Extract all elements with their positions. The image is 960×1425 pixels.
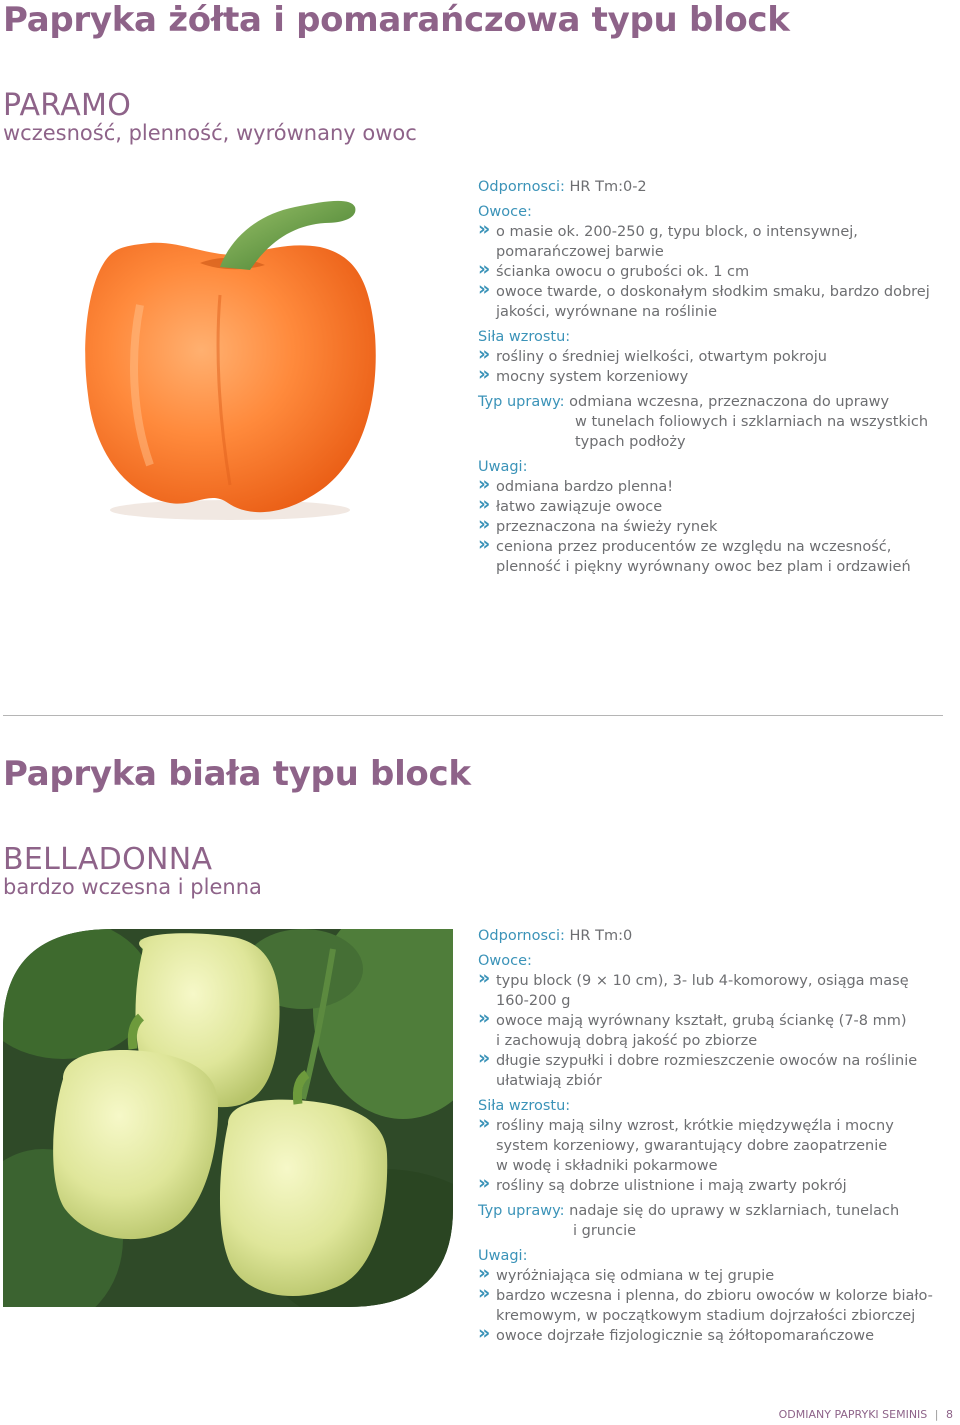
list-item: » odmiana bardzo plenna! [478, 477, 948, 497]
variety-tagline-belladonna: bardzo wczesna i plenna [3, 875, 262, 899]
list-item: » typu block (9 × 10 cm), 3- lub 4-komorowy, osiąga masę 160-200 g [478, 971, 948, 1011]
list-item: » długie szypułki i dobre rozmieszczenie owoców na roślinie ułatwiają zbiór [478, 1051, 948, 1091]
section-title-white: Papryka biała typu block [3, 754, 471, 794]
footer-text: ODMIANY PAPRYKI SEMINIS [778, 1408, 928, 1421]
resistance-label: Odpornosci: [478, 179, 565, 195]
list-item: » owoce dojrzałe fizjologicznie są żółtopomarańczowe [478, 1326, 948, 1346]
list-item: » rośliny są dobrze ulistnione i mają zwarty pokrój [478, 1176, 948, 1196]
list-item: » mocny system korzeniowy [478, 367, 948, 387]
list-item: » owoce mają wyrównany kształt, grubą ściankę (7-8 mm) i zachowują dobrą jakość po zbiorze [478, 1011, 948, 1051]
list-item: » przeznaczona na świeży rynek [478, 517, 948, 537]
fruit-label: Owoce: [478, 204, 532, 220]
page-number: 8 [946, 1408, 953, 1421]
list-item: » łatwo zawiązuje owoce [478, 497, 948, 517]
list-item: » rośliny mają silny wzrost, krótkie międzywęźla i mocny system korzeniowy, gwarantujący dobre zaopatrzenie w wodę i składniki pokarmowe [478, 1116, 948, 1176]
paramo-resistance [478, 177, 948, 197]
cultivation-label: Typ uprawy: [478, 1203, 565, 1219]
cultivation-type: Typ uprawy: nadaje się do uprawy w szklarniach, tunelach [478, 1203, 900, 1219]
notes-label: Uwagi: [478, 459, 528, 475]
belladonna-spec-block: Odpornosci: HR Tm:0 Owoce: » typu block (9 × 10 cm), 3- lub 4-komorowy, osiąga masę 160-200 g » owoce mają wyrównany kształt, grubą ściankę (7-8 mm) i zachowują dobrą jakość po zbiorze » długie szypułki i dobre rozmieszczenie owoców na roślinie ułatwiają zbiór Siła wzrostu: » rośliny mają silny wzrost, krótkie międzywęźla i mocny system korzeniowy, gwarantujący dobre zaopatrzenie w wodę i składniki pokarmowe » rośliny są dobrze ulistnione i mają zwarty pokrój Typ uprawy: nadaje się do uprawy w szklarniach, tunelach i gruncie Uwagi: » wyróżniająca się odmiana w tej grupie » bardzo wczesna i plenna, do zbioru owoców w kolorze biało- kremowym, w początkowym stadium dojrzałości zbiorczej » owoce dojrzałe fizjologicznie są żółtopomarańczowe [478, 926, 948, 1346]
list-item: » bardzo wczesna i plenna, do zbioru owoców w kolorze biało- kremowym, w początkowym stadium dojrzałości zbiorczej [478, 1286, 948, 1326]
list-item: » o masie ok. 200-250 g, typu block, o intensywnej, pomarańczowej barwie [478, 222, 948, 262]
resistance-value: HR Tm:0 [564, 928, 633, 944]
resistance-label: Odpornosci: [478, 928, 565, 944]
orange-pepper-image [70, 185, 390, 535]
page-footer [779, 1408, 953, 1421]
white-peppers-image [3, 929, 453, 1309]
footer-separator: | [934, 1408, 939, 1421]
list-item: » owoce twarde, o doskonałym słodkim smaku, bardzo dobrej jakości, wyrównane na roślinie [478, 282, 948, 322]
cultivation-label: Typ uprawy: [478, 394, 565, 410]
belladonna-resistance [478, 926, 948, 946]
growth-label: Siła wzrostu: [478, 329, 571, 345]
section-title-yellow-orange: Papryka żółta i pomarańczowa typu block [3, 0, 790, 40]
cultivation-type: Typ uprawy: odmiana wczesna, przeznaczona do uprawy [478, 394, 890, 410]
notes-label: Uwagi: [478, 1248, 528, 1264]
resistance-value: HR Tm:0-2 [564, 179, 647, 195]
fruit-label: Owoce: [478, 953, 532, 969]
variety-tagline-paramo: wczesność, plenność, wyrównany owoc [3, 121, 417, 145]
list-item: » ceniona przez producentów ze względu na wczesność, plenność i piękny wyrównany owoc bez plam i ordzawień [478, 537, 948, 577]
list-item: » rośliny o średniej wielkości, otwartym pokroju [478, 347, 948, 367]
list-item: » ścianka owocu o grubości ok. 1 cm [478, 262, 948, 282]
list-item: » wyróżniająca się odmiana w tej grupie [478, 1266, 948, 1286]
variety-name-paramo: PARAMO [3, 88, 132, 123]
growth-label: Siła wzrostu: [478, 1098, 571, 1114]
section-divider [3, 715, 943, 716]
paramo-spec-block: Odpornosci: HR Tm:0-2 Owoce: » o masie ok. 200-250 g, typu block, o intensywnej, pomarańczowej barwie » ścianka owocu o grubości ok. 1 cm » owoce twarde, o doskonałym słodkim smaku, bardzo dobrej jakości, wyrównane na roślinie Siła wzrostu: » rośliny o średniej wielkości, otwartym pokroju » mocny system korzeniowy Typ uprawy: odmiana wczesna, przeznaczona do uprawy w tunelach foliowych i szklarniach na wszystkich typach podłoży Uwagi: » odmiana bardzo plenna! » łatwo zawiązuje owoce » przeznaczona na świeży rynek » ceniona przez producentów ze względu na wczesność, plenność i piękny wyrównany owoc bez plam i ordzawień [478, 177, 948, 577]
variety-name-belladonna: BELLADONNA [3, 842, 213, 877]
